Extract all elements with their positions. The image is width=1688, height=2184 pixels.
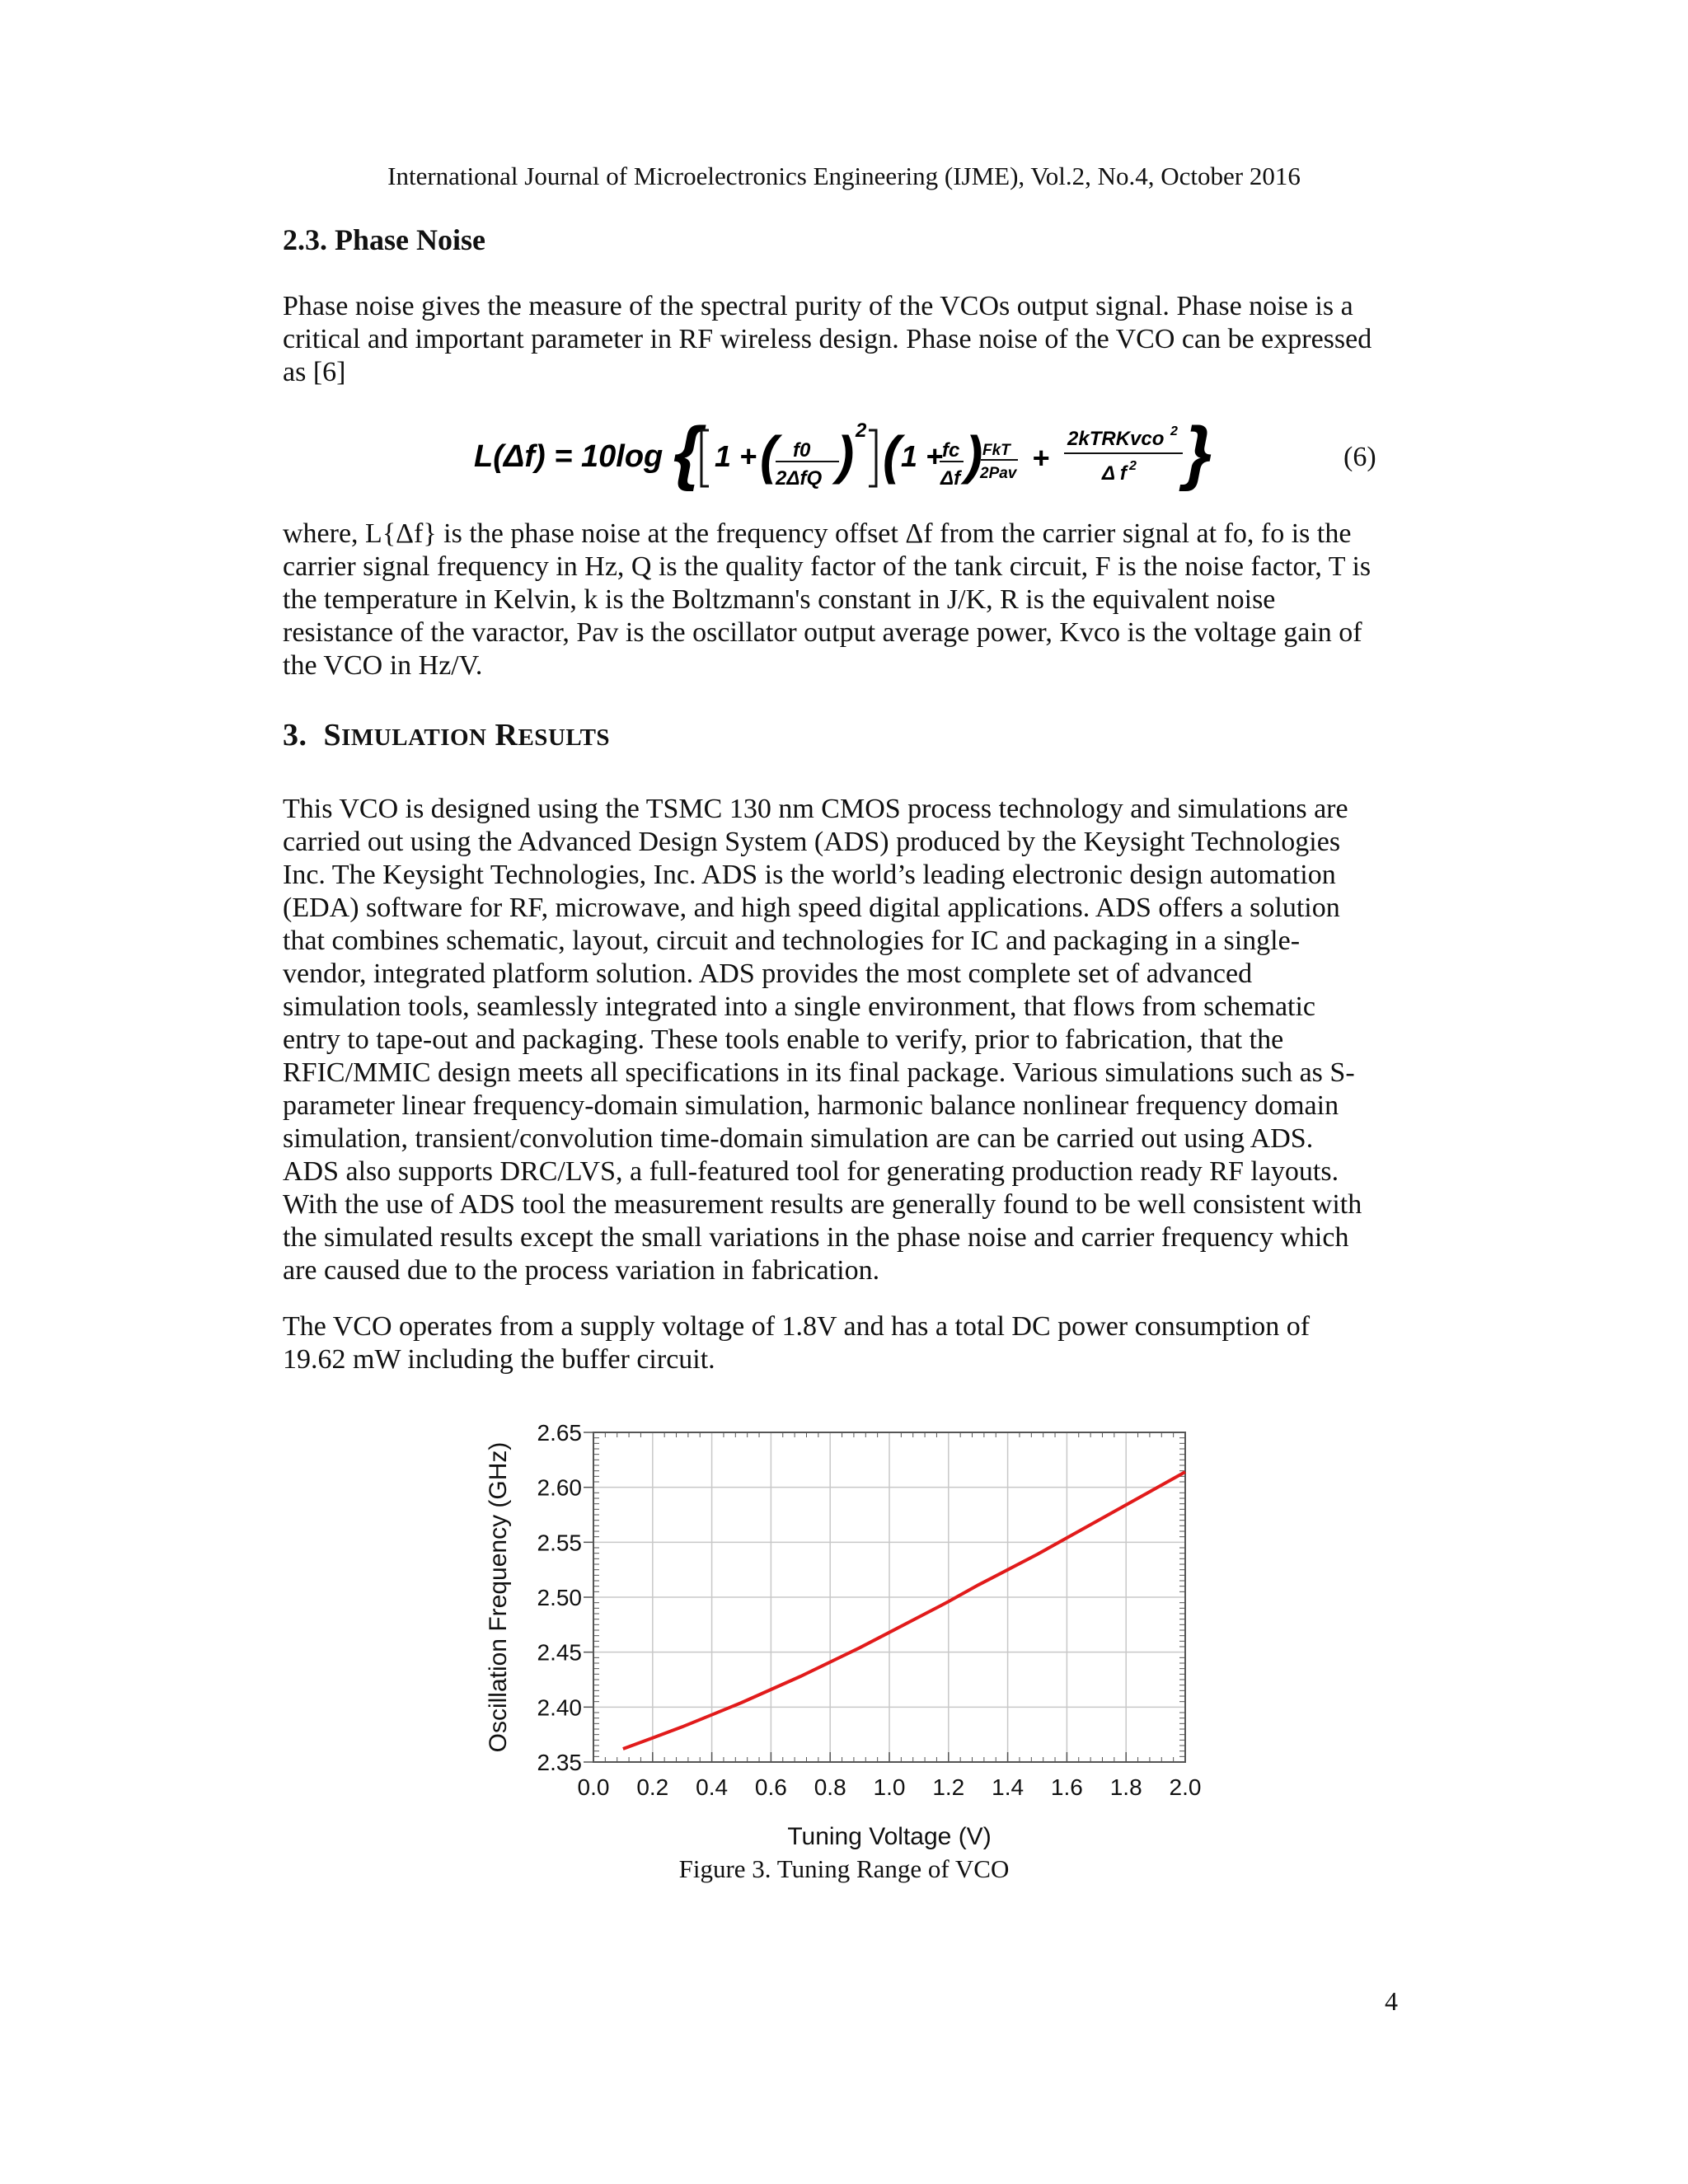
section-heading-simulation-results xyxy=(283,717,1404,753)
text-line: Phase noise gives the measure of the spectral purity of the VCOs output signal. Phase noise is a xyxy=(283,291,1353,321)
eq-one-plus: 1 + xyxy=(715,439,757,473)
text-line: simulation, transient/convolution time-domain simulation are can be carried out using ADS. xyxy=(283,1123,1314,1154)
x-tick-label: 0.0 xyxy=(577,1774,610,1800)
text-line: The VCO operates from a supply voltage of 1.8V and has a total DC power consumption of xyxy=(283,1311,1311,1342)
heading-cap: R xyxy=(495,718,518,752)
x-tick-label: 1.8 xyxy=(1109,1774,1142,1800)
text-line: With the use of ADS tool the measurement results are generally found to be well consistent with xyxy=(283,1189,1362,1220)
eq-plus: + xyxy=(1032,441,1050,475)
eq-one-plus-2: 1 + xyxy=(901,439,944,473)
text-line: (EDA) software for RF, microwave, and high speed digital applications. ADS offers a solution xyxy=(283,893,1340,923)
page-number: 4 xyxy=(1385,1986,1398,2016)
eq-paren: ) xyxy=(965,425,983,485)
x-tick-label: 0.8 xyxy=(814,1774,846,1800)
eq-brace-right: } xyxy=(1184,419,1212,492)
section-heading-phase-noise: 2.3. Phase Noise xyxy=(283,223,485,256)
heading-rest: ESULTS xyxy=(518,724,611,751)
eq-lhs: L(Δf) = 10log xyxy=(474,439,663,474)
text-line: parameter linear frequency-domain simulation, harmonic balance nonlinear frequency domain xyxy=(283,1090,1339,1121)
frequency-curve xyxy=(623,1472,1185,1749)
phase-noise-equation xyxy=(474,419,1298,493)
text-line: where, L{Δf} is the phase noise at the frequency offset Δf from the carrier signal at fo, fo is the xyxy=(283,518,1352,549)
text-line: 19.62 mW including the buffer circuit. xyxy=(283,1344,715,1375)
text-line: simulation tools, seamlessly integrated into a single environment, that flows from schematic xyxy=(283,991,1316,1022)
text-line: Inc. The Keysight Technologies, Inc. ADS is the world’s leading electronic design automation xyxy=(283,860,1336,890)
text-line: entry to tape-out and packaging. These tools enable to verify, prior to fabrication, that the xyxy=(283,1024,1284,1055)
chart-tick-labels xyxy=(537,1420,1202,1800)
eq-bracket-right xyxy=(869,430,876,486)
text-line: the simulated results except the small variations in the phase noise and carrier frequency which xyxy=(283,1222,1349,1253)
eq-frac4-den-exp: 2 xyxy=(1129,459,1137,473)
x-tick-label: 0.4 xyxy=(696,1774,729,1800)
eq-frac4-exp: 2 xyxy=(1170,424,1178,438)
phase-noise-paragraph xyxy=(283,290,1404,389)
y-axis-label: Oscillation Frequency (GHz) xyxy=(485,1441,512,1753)
heading-cap: S xyxy=(323,718,342,752)
eq-frac1-num: f0 xyxy=(793,439,811,462)
eq-brace-left: { xyxy=(673,419,701,492)
text-line: This VCO is designed using the TSMC 130 nm CMOS process technology and simulations are xyxy=(283,794,1348,824)
chart-grid xyxy=(593,1432,1185,1762)
x-tick-label: 1.2 xyxy=(932,1774,965,1800)
text-line: the temperature in Kelvin, k is the Boltzmann's constant in J/K, R is the equivalent noise xyxy=(283,584,1276,615)
eq-exponent: 2 xyxy=(856,419,867,442)
x-tick-label: 1.0 xyxy=(873,1774,906,1800)
figure-caption: Figure 3. Tuning Range of VCO xyxy=(678,1854,1010,1883)
text-line: resistance of the varactor, Pav is the oscillator output average power, Kvco is the voltage gain of xyxy=(283,617,1362,648)
eq-bracket-left xyxy=(701,430,709,486)
x-tick-label: 0.6 xyxy=(754,1774,787,1800)
x-axis-label: Tuning Voltage (V) xyxy=(787,1823,992,1850)
x-tick-label: 0.2 xyxy=(636,1774,669,1800)
text-line: carrier signal frequency in Hz, Q is the quality factor of the tank circuit, F is the noise factor, T is xyxy=(283,551,1372,582)
text-line: RFIC/MMIC design meets all specifications in its final package. Various simulations such as S- xyxy=(283,1057,1355,1088)
y-tick-label: 2.45 xyxy=(537,1639,582,1666)
eq-frac4-den: Δ f xyxy=(1102,462,1127,485)
power-paragraph xyxy=(283,1310,1404,1376)
text-line: are caused due to the process variation in fabrication. xyxy=(283,1255,880,1286)
eq-paren: ( xyxy=(883,425,901,485)
eq-frac1-den: 2ΔfQ xyxy=(776,467,823,490)
text-line: critical and important parameter in RF wireless design. Phase noise of the VCO can be expressed xyxy=(283,324,1372,354)
chart-ticks xyxy=(584,1432,1185,1762)
section-number: 3. xyxy=(283,718,307,752)
y-tick-label: 2.50 xyxy=(537,1585,582,1610)
eq-paren: ) xyxy=(837,425,855,485)
eq-frac3-den: 2Pav xyxy=(980,465,1017,482)
y-tick-label: 2.40 xyxy=(537,1694,582,1721)
text-line: that combines schematic, layout, circuit and technologies for IC and packaging in a single- xyxy=(283,926,1301,956)
text-line: as [6] xyxy=(283,357,346,387)
journal-header: International Journal of Microelectronics Engineering (IJME), Vol.2, No.4, October 2016 xyxy=(387,162,1301,190)
eq-paren: ( xyxy=(760,425,778,485)
x-tick-label: 1.6 xyxy=(1050,1774,1083,1800)
x-tick-label: 2.0 xyxy=(1169,1774,1202,1800)
eq-frac3-num: FkT xyxy=(982,442,1010,459)
eq-frac4-num: 2kTRKvco xyxy=(1067,428,1165,450)
text-line: carried out using the Advanced Design System (ADS) produced by the Keysight Technologies xyxy=(283,827,1341,857)
y-tick-label: 2.55 xyxy=(537,1530,582,1556)
text-line: vendor, integrated platform solution. ADS provides the most complete set of advanced xyxy=(283,958,1253,989)
equation-number: (6) xyxy=(1343,442,1376,472)
y-tick-label: 2.35 xyxy=(537,1750,582,1775)
where-paragraph xyxy=(283,518,1404,682)
eq-frac2-den: Δf xyxy=(940,467,961,490)
y-tick-label: 2.60 xyxy=(537,1474,582,1501)
eq-frac2-num: fc xyxy=(942,439,960,462)
plot-frame xyxy=(593,1432,1185,1762)
heading-rest: IMULATION xyxy=(341,724,487,751)
text-line: the VCO in Hz/V. xyxy=(283,650,483,681)
simulation-paragraph xyxy=(283,793,1404,1287)
y-tick-label: 2.65 xyxy=(537,1420,582,1446)
text-line: ADS also supports DRC/LVS, a full-featured tool for generating production ready RF layouts. xyxy=(283,1156,1339,1187)
x-tick-label: 1.4 xyxy=(992,1774,1025,1800)
